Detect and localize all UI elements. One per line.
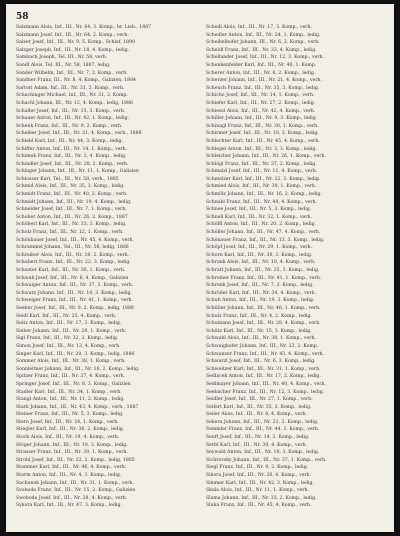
- entry-line: Schober Anton, Inf., III., Nr. 26, 2. Komp., 1887: [16, 214, 128, 220]
- entry-line: Sartori Adam, Inf., III., Nr. 31, 2. Komp., verh.: [16, 85, 125, 91]
- entry-line: Semmler Franz, Inf., III., Nr. 44, 1. Komp., verh.: [206, 427, 320, 433]
- entry-line: Sieber Johann, Inf., III., Nr. 29, 1. Komp., verh.: [16, 328, 127, 334]
- entry-line: Schmied Alois, Inf., III., Nr. 39, 1. Komp., verh.: [206, 184, 317, 190]
- entry-line: Schnell Karl, Inf., III., Nr. 32, 1. Komp., verh.: [206, 214, 312, 220]
- entry-line: Schwaighofer Johann, Inf., III., Nr. 23, 2. Komp.: [206, 343, 319, 349]
- entry-line: Schubert Franz, Inf., III., Nr. 22, 3. Komp., ledig.: [16, 260, 131, 266]
- entry-line: Stiegler Karl, Inf., III., Nr. 36, 2. Komp., ledig.: [16, 427, 125, 433]
- entry-line: Salzer Josef, Inf., III., Nr. 9, 5. Komp., Schlaf, 1890: [16, 40, 136, 46]
- entry-line: Seebacher Franz, Inf., III., Nr. 12, 3. Komp., ledig.: [206, 389, 325, 395]
- entry-line: Schöller Johann, Inf., III., Nr. 47, 4. Komp., verh.: [206, 230, 321, 236]
- entry-line: Schwanzer Franz, Inf., III., Nr. 43, 4. Komp., verh.: [206, 351, 324, 357]
- entry-line: Stark Johann, Inf., III., Nr. 43, 4. Komp., verh., 1887: [16, 404, 139, 410]
- entry-line: Schirmer Josef, Inf., III., Nr. 18, 2. Komp., ledig.: [206, 131, 319, 137]
- entry-line: Sambach Joseph, Tel. III., Nr. 58, verh.: [16, 55, 108, 61]
- entry-line: Springer Josef, Inf., III., Nr. 8, 3. Komp., Galizien: [16, 381, 131, 387]
- entry-line: Schönauer Franz, Inf., III., Nr. 13, 3. Komp., ledig.: [206, 237, 325, 243]
- entry-line: Schuh Anton, Inf., III., Nr. 19, 3. Komp., ledig.: [206, 298, 315, 304]
- entry-line: Schellander Josef, Inf., III., Nr. 12, 3. Komp., verh.: [206, 55, 325, 61]
- entry-line: Schöberl Karl, Inf., III., Nr. 33, 3. Komp., ledig.: [16, 222, 127, 228]
- entry-line: Seitz Anton, Inf., III., Nr. 17, 3. Komp., ledig.: [16, 321, 122, 327]
- entry-line: Schratt Johann, Inf., III., Nr. 25, 3. Komp., ledig.: [206, 268, 320, 273]
- entry-line: Scheidl Franz, Inf., III., Nr. 33, 4. Komp., ledig.: [206, 47, 317, 53]
- entry-line: Simon Josef, Inf., III., Nr. 13, 4. Komp., verh.: [16, 343, 121, 349]
- entry-line: Schiefer Karl, Inf., III., Nr. 27, 2. Komp., ledig.: [206, 100, 316, 106]
- entry-line: Schlechter Karl, Inf., III., Nr. 45, 4. Komp., verh.: [206, 138, 320, 144]
- entry-line: Schmelzer Karl, Inf., III., Nr. 22, 3. Komp., ledig.: [206, 176, 321, 182]
- entry-line: Schiffer Anton, Inf., III., Nr. 14, 1. Komp., verh.: [16, 146, 128, 152]
- entry-line: Seeber Josef, Inf., III., Nr. 9, 2. Komp., ledig, 1888: [16, 305, 134, 311]
- entry-line: Schöffl Anton, Inf., III., Nr. 20, 2. Komp., ledig.: [206, 222, 317, 228]
- entry-line: Schnabl Franz, Inf., III., Nr. 44, 4. Komp., verh.: [206, 199, 318, 205]
- entry-line: Schönbauer Josef, Inf., III., Nr. 45, 4. Komp., verh.: [16, 237, 135, 243]
- entry-line: Stadler Karl, Inf., III., Nr. 34, 1. Komp., verh.: [16, 389, 122, 395]
- document-page: [6, 4, 394, 532]
- entry-line: Schumann Josef, Inf., III., Nr. 28, 4. Komp., verh.: [206, 321, 321, 327]
- entry-line: Scholz Franz, Inf., III., Nr. 12, 1. Komp., verh.: [16, 230, 124, 236]
- entry-line: Schnee Josef, Inf., III., Nr. 5, 3. Komp., ledig.: [206, 207, 312, 213]
- entry-line: Schwab Josef, Inf., III., Nr. 6, 4. Komp., Galizien: [16, 275, 129, 281]
- entry-line: Scheibelhofer Johann, III., Nr. 6, 2. Komp., verh.: [206, 40, 320, 46]
- entry-line: Schicho Josef, Inf., III., Nr. 14, 1. Komp., verh.: [206, 93, 315, 99]
- entry-line: Siegl Franz, Inf., III., Nr. 9, 2. Komp., ledig.: [206, 465, 309, 471]
- entry-line: Seiler Alois, Inf., III., Nr. 8, 4. Komp., verh.: [206, 412, 307, 418]
- entry-line: Seidler Josef, Inf., III., Nr. 27, 1. Komp., verh.: [206, 397, 313, 403]
- entry-line: Schmid Alois, Inf., III., Nr. 35, 3. Komp., ledig.: [16, 184, 125, 190]
- entry-line: Schauer Anton, Inf., III., Nr. 42, 1. Komp., ledig.: [16, 116, 130, 122]
- entry-line: Schwabl Alois, Inf., III., Nr. 38, 1. Komp., verh.: [206, 336, 316, 342]
- entry-line: Swoboda Josef, Inf., III., Nr. 28, 4. Komp., verh.: [16, 495, 128, 501]
- entry-line: Schwaiger Anton, Inf., III., Nr. 37, 2. Komp., verh.: [16, 283, 134, 289]
- entry-line: Schmölz Johann, Inf., III., Nr. 16, 2. Komp., ledig.: [206, 192, 322, 198]
- entry-line: Stummer Karl, Inf., III., Nr. 46, 4. Komp., verh.: [16, 465, 127, 471]
- entry-line: Sigl Franz, Inf., III., Nr. 32, 2. Komp., ledig.: [16, 336, 119, 342]
- entry-line: Scherer Anton, Inf., III., Nr. 8, 2. Komp., ledig.: [206, 70, 316, 76]
- entry-line: Schedler Anton, Inf., III., Nr. 24, 1. Komp., ledig.: [206, 32, 321, 38]
- entry-line: Scherzer Johann, Inf., III., Nr. 21, 4. Komp., verh.: [206, 78, 323, 84]
- entry-line: Salzger Joseph, Inf., III., Nr. 18, 4. Komp., ledig.: [16, 47, 130, 53]
- entry-line: Schachinger Michael, Inf., III., Nr. 31, 2. Komp.: [16, 93, 128, 99]
- entry-line: Schachl Johann, III., Nr. 12, 4. Komp., ledig, 1886: [16, 100, 134, 106]
- entry-line: Schiebl Karl, Inf., III., Nr. 44, 3. Komp., ledig.: [16, 138, 123, 144]
- entry-line: Schütz Karl, Inf., III., Nr. 15, 3. Komp., ledig.: [206, 328, 312, 334]
- entry-line: Sander Wilhelm, Inf., III., Nr. 7, 2. Komp., verh.: [16, 70, 128, 76]
- entry-line: Seifert Karl, Inf., III., Nr. 35, 2. Komp., ledig.: [206, 404, 312, 410]
- entry-line: Schenkenfelder Karl, Inf., III., Nr. 40, 1. Komp.: [206, 62, 317, 68]
- entry-line: Stern Josef, Inf., III., Nr. 24, 1. Komp., verh.: [16, 419, 119, 425]
- entry-line: Schüller Johann, Inf., III., Nr. 46, 1. Komp., verh.: [206, 305, 321, 311]
- entry-line: Schwarz Johann, Inf., III., Nr. 14, 3. Komp., ledig.: [16, 290, 133, 296]
- entry-line: Salzmann Alois, Inf., III., Nr. 64, 3. Komp., br. Lieb., 1887: [16, 25, 152, 30]
- entry-line: Schulz Franz, Inf., III., Nr. 4, 2. Komp., ledig.: [206, 313, 312, 319]
- entry-line: Schiessl Alois, Inf., III., Nr. 42, 4. Komp., verh.: [206, 108, 316, 114]
- entry-line: Sedlacek Anton, Inf., III., Nr. 17, 2. Komp., ledig.: [206, 374, 321, 380]
- entry-line: Sikora Josef, Inf., III., Nr. 26, 4. Komp., verh.: [206, 473, 312, 479]
- entry-line: Schrammel Johann, Tel., III., Nr. 58, ledig, 1886: [16, 245, 129, 251]
- entry-line: Schweiger Franz, Inf., III., Nr. 41, 1. Komp., verh.: [16, 298, 134, 304]
- entry-line: Schenk Franz, Inf., III., Nr. 9, 2. Komp., verh.: [16, 123, 123, 129]
- entry-line: Stock Alois, Inf., III., Nr. 19, 4. Komp., verh.: [16, 435, 120, 441]
- entry-line: Sedlmayer Johann, Inf., III., Nr. 40, 4. Komp., verh.: [206, 381, 326, 387]
- entry-line: Singer Karl, Inf., III., Nr. 20, 3. Komp., ledig, 1886: [16, 351, 135, 357]
- entry-line: Sandl Alois, Tel. III., Nr. 58, 1887, ledig.: [16, 62, 111, 68]
- entry-line: Salzmann Josef, Inf., III., Nr. 64, 2. Komp., verh.: [16, 32, 129, 38]
- entry-line: Stangl Anton, Inf., III., Nr. 11, 2. Komp., ledig.: [16, 397, 125, 403]
- entry-line: Steiner Franz, Inf., III., Nr. 5, 3. Komp., ledig.: [16, 412, 124, 418]
- entry-line: Sonnleitner Johann, Inf., III., Nr. 16, 2. Komp., ledig.: [16, 366, 140, 372]
- entry-line: Schlager Johann, Inf., III., Nr. 11, 1. Komp., Galizien: [16, 169, 139, 175]
- entry-line: Schedl Alois, Inf., III., Nr. 17, 3. Komp., verh.: [206, 25, 312, 30]
- entry-line: Schmidt Johann, Inf., III., Nr. 19, 4. Komp., ledig.: [16, 199, 132, 205]
- entry-line: Sykora Karl, Inf., III., Nr. 47, 3. Komp., ledig.: [16, 503, 122, 509]
- entry-line: Scheiber Josef, Inf., III., Nr. 21, 4. Komp., verh., 1888: [16, 131, 142, 137]
- entry-line: Slama Johann, Inf., III., Nr. 33, 2. Komp., ledig.: [206, 495, 317, 501]
- entry-line: Schneider Josef, Inf., III., Nr. 7, 1. Komp., verh.: [16, 207, 127, 213]
- entry-line: Sluka Franz, Inf., III., Nr. 45, 4. Komp., verh.: [206, 503, 312, 509]
- entry-line: Schuster Karl, Inf., III., Nr. 30, 1. Komp., verh.: [16, 268, 126, 273]
- entry-line: Schmidt Franz, Inf., III., Nr. 40, 2. Komp., verh.: [16, 192, 128, 198]
- entry-line: Suchanek Johann, Inf., III., Nr. 31, 1. Komp., verh.: [16, 480, 134, 486]
- entry-line: Schrank Alois, Inf., III., Nr. 10, 4. Komp., verh.: [206, 260, 316, 266]
- entry-line: Sekera Johann, Inf., III., Nr. 21, 3. Komp., ledig.: [206, 419, 319, 425]
- entry-line: Schrenk Josef, Inf., III., Nr. 7, 2. Komp., ledig.: [206, 283, 314, 289]
- entry-line: Sichrovsky Johann, Inf., III., Nr. 37, 1. Komp., verh.: [206, 457, 327, 463]
- page-number: 58: [16, 12, 29, 22]
- entry-line: Schwarzl Josef, Inf., III., Nr. 6, 3. Komp., ledig.: [206, 359, 316, 365]
- entry-line: Skala Alois, Inf., III., Nr. 11, 1. Komp., verh.: [206, 488, 310, 494]
- entry-line: Serbl Karl, Inf., III., Nr. 30, 4. Komp., verh.: [206, 442, 308, 448]
- entry-line: Schorn Karl, Inf., III., Nr. 36, 2. Komp., ledig.: [206, 252, 313, 258]
- entry-line: Scheuch Franz, Inf., III., Nr. 35, 3. Komp., ledig.: [206, 85, 320, 91]
- entry-line: Schleicher Johann, Inf., III., Nr. 26, 1. Komp., verh.: [206, 154, 326, 160]
- entry-line: Schaller Josef, Inf., III., Nr. 15, 3. Komp., verh.: [16, 108, 126, 114]
- entry-line: Seidl Karl, Inf., III., Nr. 25, 4. Komp., verh.: [16, 313, 117, 319]
- entry-line: Sturm Anton, Inf., III., Nr. 4, 3. Komp., ledig.: [16, 473, 122, 479]
- entry-line: Sommer Alois, Inf., III., Nr. 38, 1. Komp., verh.: [16, 359, 126, 365]
- entry-line: Stöger Johann, Inf., III., Nr. 10, 3. Komp., ledig.: [16, 442, 128, 448]
- entry-line: Schröder Karl, Inf., III., Nr. 34, 4. Komp., verh.: [206, 290, 317, 296]
- entry-line: Schiller Johann, Inf., III., Nr. 9, 3. Komp., ledig.: [206, 116, 318, 122]
- entry-line: Strasser Franz, Inf., III., Nr. 39, 1. Komp., verh.: [16, 450, 128, 456]
- entry-line: Seywald Anton, Inf., III., Nr. 18, 3. Komp., ledig.: [206, 450, 320, 456]
- entry-line: Spitzer Franz, Inf., III., Nr. 27, 4. Komp., verh.: [16, 374, 126, 380]
- entry-line: Sandner Franz, III., Nr. 8, 4. Komp., Galizien, 1884: [16, 78, 136, 84]
- entry-line: Schöpf Josef, Inf., III., Nr. 29, 1. Komp., verh.: [206, 245, 313, 251]
- entry-line: Schreiber Alois, Inf., III., Nr. 18, 2. Komp., verh.: [16, 252, 130, 258]
- left-column: [16, 24, 196, 510]
- entry-line: Schweitzer Karl, Inf., III., Nr. 31, 1. Komp., verh.: [206, 366, 321, 372]
- entry-line: Schlegel Anton, Inf., III., Nr. 3, 3. Komp., ledig.: [206, 146, 317, 152]
- entry-line: Senft Josef, Inf., III., Nr. 14, 2. Komp., ledig.: [206, 435, 310, 441]
- right-column: [206, 24, 386, 510]
- entry-line: Schlögl Franz, Inf., III., Nr. 37, 2. Komp., ledig.: [206, 161, 317, 167]
- entry-line: Svoboda Franz, Inf., III., Nr. 15, 2. Komp., Galizien: [16, 488, 136, 494]
- entry-line: Simmer Karl, Inf., III., Nr. 42, 3. Komp., ledig.: [206, 480, 314, 486]
- entry-line: Strobl Josef, Inf., III., Nr. 23, 2. Komp., ledig, 1885: [16, 457, 135, 463]
- entry-line: Schindler Josef, Inf., III., Nr. 28, 2. Komp., verh.: [16, 161, 129, 167]
- entry-line: Schinagl Franz, Inf., III., Nr. 30, 1. Komp., verh.: [206, 123, 319, 129]
- entry-line: Schreiner Franz, Inf., III., Nr. 41, 1. Komp., verh.: [206, 275, 322, 281]
- entry-line: Schlosser Karl, Tel., III., Nr. 58, verh., 1885: [16, 176, 119, 182]
- entry-line: Schmalzl Josef, Inf., III., Nr. 11, 4. Komp., verh.: [206, 169, 318, 175]
- entry-line: Schimek Franz, Inf., III., Nr. 3, 4. Komp., ledig.: [16, 154, 127, 160]
